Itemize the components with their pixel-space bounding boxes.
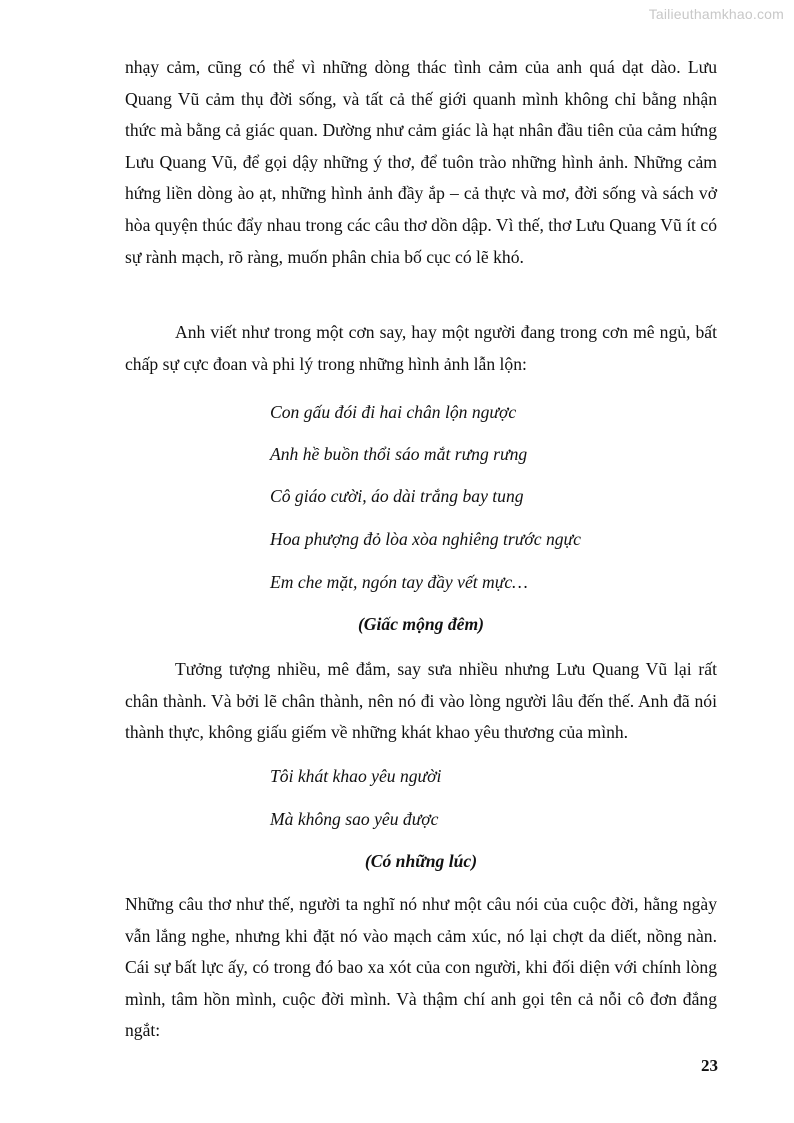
paragraph-3: Tưởng tượng nhiều, mê đắm, say sưa nhiều nhưng Lưu Quang Vũ lại rất chân thành. Và bởi lẽ chân thành, nên nó đi vào lòng người lâu đến thế. Anh đã nói thành thực, không giấu giếm về những khát khao yêu thương của mình. xyxy=(125,659,717,743)
poem2-line-1: Tôi khát khao yêu người xyxy=(270,766,442,786)
poem1-line-1: Con gấu đói đi hai chân lộn ngược xyxy=(270,402,517,422)
poem1-line-5: Em che mặt, ngón tay đầy vết mực… xyxy=(270,572,528,592)
poem1-source: (Giấc mộng đêm) xyxy=(357,614,485,634)
poem2-source: (Có những lúc) xyxy=(364,851,478,871)
page-number: 23 xyxy=(701,1056,718,1075)
poem1-line-3: Cô giáo cười, áo dài trắng bay tung xyxy=(270,486,524,506)
watermark: Tailieuthamkhao.com xyxy=(648,6,784,22)
paragraph-1: nhạy cảm, cũng có thể vì những dòng thác tình cảm của anh quá dạt dào. Lưu Quang Vũ cảm thụ đời sống, và tất cả thế giới quanh mình không chỉ bằng nhận thức mà bằng cả giác quan. Dường như cảm giác là hạt nhân đầu tiên của cảm hứng Lưu Quang Vũ, để gọi dậy những ý thơ, để tuôn trào những hình ảnh. Những cảm hứng liền dòng ào ạt, những hình ảnh đầy ắp – cả thực và mơ, đời sống và sách vở hòa quyện thúc đẩy nhau trong các câu thơ dồn dập. Vì thế, thơ Lưu Quang Vũ ít có sự rành mạch, rõ ràng, muốn phân chia bố cục có lẽ khó. xyxy=(125,57,717,267)
paragraph-4: Những câu thơ như thế, người ta nghĩ nó như một câu nói của cuộc đời, hằng ngày vẫn lắng nghe, nhưng khi đặt nó vào mạch cảm xúc, nó lại chợt da diết, nồng nàn. Cái sự bất lực ấy, có trong đó bao xa xót của con người, khi đối diện với chính lòng mình, tâm hồn mình, cuộc đời mình. Và thậm chí anh gọi tên cả nỗi cô đơn đắng ngắt: xyxy=(125,894,717,1041)
paragraph-2: Anh viết như trong một cơn say, hay một người đang trong cơn mê ngủ, bất chấp sự cực đoan và phi lý trong những hình ảnh lẫn lộn: xyxy=(125,322,717,374)
poem2-line-2: Mà không sao yêu được xyxy=(270,809,439,829)
poem1-line-2: Anh hề buồn thổi sáo mắt rưng rưng xyxy=(270,444,528,464)
poem1-line-4: Hoa phượng đỏ lòa xòa nghiêng trước ngực xyxy=(270,529,581,549)
